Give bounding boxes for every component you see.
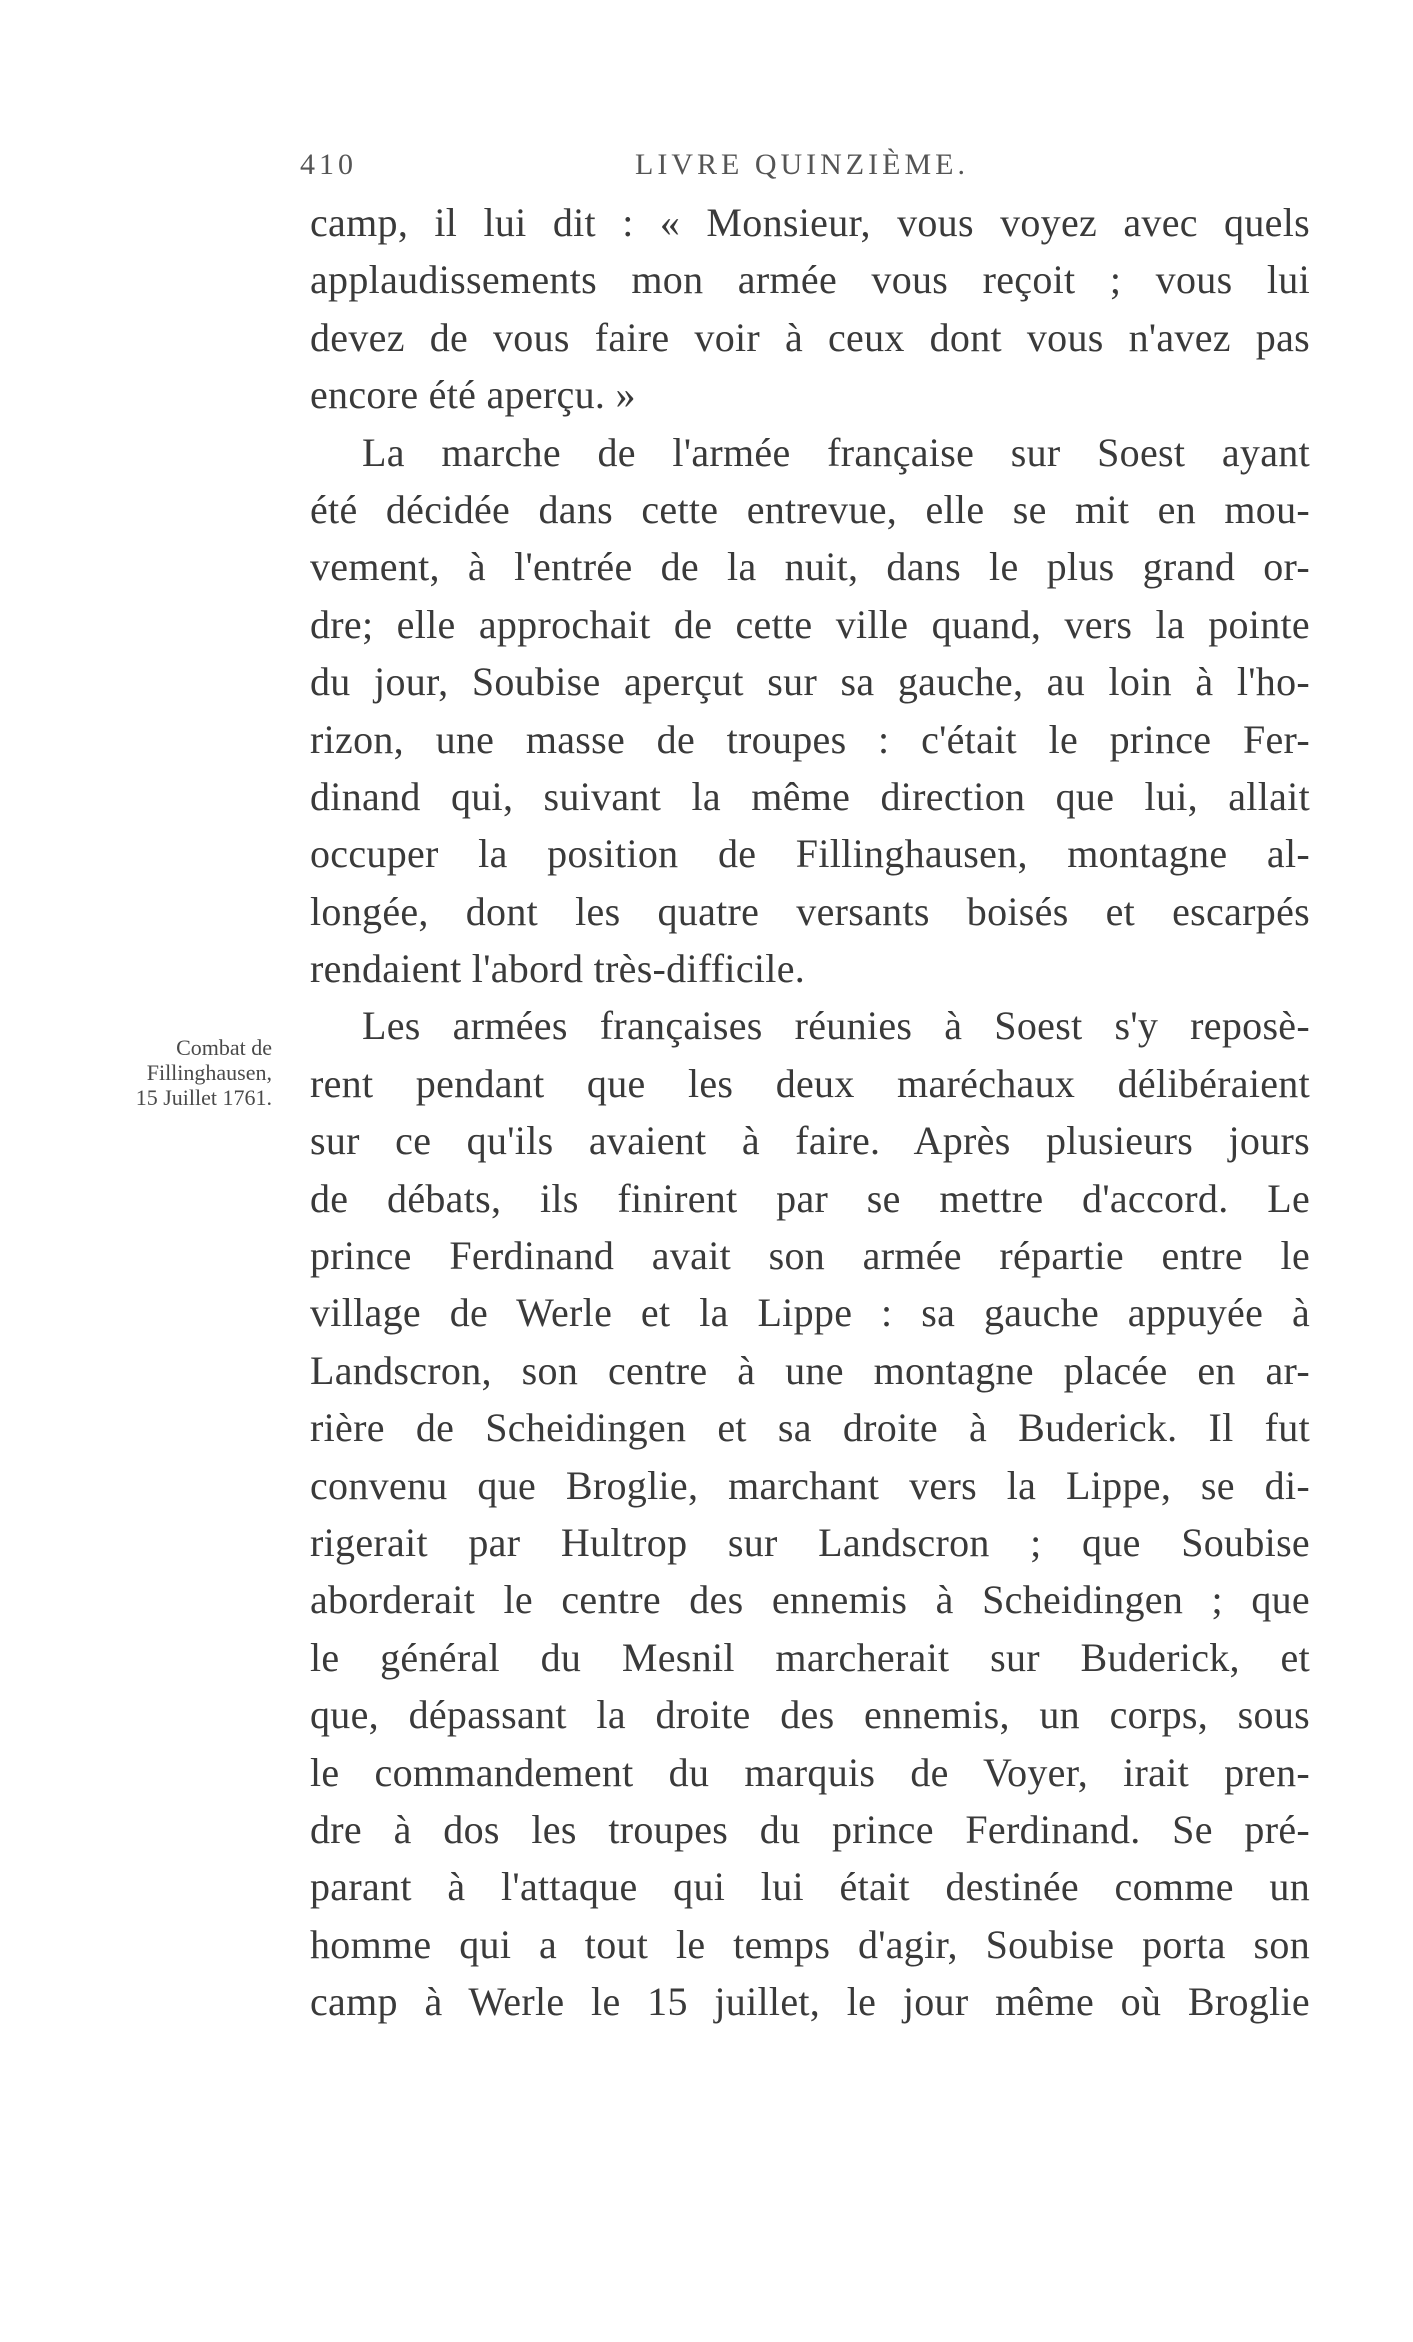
text-line: que, dépassant la droite des ennemis, un corps, sous: [310, 1692, 1310, 1738]
margin-note-line: Fillinghausen,: [146, 1060, 272, 1085]
text-line: Landscron, son centre à une montagne placée en ar-: [310, 1347, 1310, 1393]
text-line: parant à l'attaque qui lui était destinée comme un: [310, 1864, 1310, 1910]
margin-note-line: 15 Juillet 1761.: [135, 1085, 272, 1110]
text-line: camp, il lui dit : « Monsieur, vous voyez avec quels: [310, 200, 1310, 245]
margin-note-line: Combat de: [176, 1035, 272, 1060]
text-line: de débats, ils finirent par se mettre d'accord. Le: [310, 1175, 1310, 1221]
text-line: été décidée dans cette entrevue, elle se mit en mou-: [310, 486, 1310, 532]
text-line: convenu que Broglie, marchant vers la Lippe, se di-: [310, 1462, 1310, 1508]
text-line: dre à dos les troupes du prince Ferdinand. Se pré-: [310, 1806, 1310, 1852]
text-line: village de Werle et la Lippe : sa gauche appuyée à: [310, 1290, 1310, 1336]
text-line: Les armées françaises réunies à Soest s'y reposè-: [362, 1003, 1310, 1049]
text-line: applaudissements mon armée vous reçoit ; vous lui: [310, 257, 1310, 303]
text-line: le général du Mesnil marcherait sur Buderick, et: [310, 1634, 1310, 1680]
text-line: rendaient l'abord très-difficile.: [310, 946, 806, 992]
text-line: dinand qui, suivant la même direction que lui, allait: [310, 773, 1310, 819]
text-line: rizon, une masse de troupes : c'était le prince Fer-: [310, 716, 1310, 762]
body-text: [310, 194, 1310, 2031]
text-line: encore été aperçu. »: [310, 372, 636, 418]
text-line: rière de Scheidingen et sa droite à Buderick. Il fut: [310, 1405, 1310, 1451]
text-line: La marche de l'armée française sur Soest ayant: [362, 429, 1310, 475]
text-line: rent pendant que les deux maréchaux délibéraient: [310, 1060, 1310, 1106]
text-line: prince Ferdinand avait son armée répartie entre le: [310, 1233, 1310, 1279]
text-line: camp à Werle le 15 juillet, le jour même où Broglie: [310, 1979, 1310, 2025]
text-line: homme qui a tout le temps d'agir, Soubise porta son: [310, 1921, 1310, 1967]
page-number: 410: [300, 148, 357, 181]
text-line: dre; elle approchait de cette ville quand, vers la pointe: [310, 601, 1310, 647]
running-title: LIVRE QUINZIÈME.: [635, 148, 969, 181]
text-line: occuper la position de Fillinghausen, montagne al-: [310, 831, 1310, 877]
text-line: sur ce qu'ils avaient à faire. Après plusieurs jours: [310, 1118, 1310, 1164]
text-line: rigerait par Hultrop sur Landscron ; que Soubise: [310, 1519, 1310, 1565]
text-line: vement, à l'entrée de la nuit, dans le plus grand or-: [310, 544, 1310, 590]
margin-note: [112, 1035, 272, 1110]
text-line: du jour, Soubise aperçut sur sa gauche, au loin à l'ho-: [310, 659, 1310, 705]
text-line: longée, dont les quatre versants boisés et escarpés: [310, 888, 1310, 934]
running-head: [300, 148, 1310, 188]
text-line: le commandement du marquis de Voyer, irait pren-: [310, 1749, 1310, 1795]
text-line: aborderait le centre des ennemis à Scheidingen ; que: [310, 1577, 1310, 1623]
text-line: devez de vous faire voir à ceux dont vous n'avez pas: [310, 314, 1310, 360]
